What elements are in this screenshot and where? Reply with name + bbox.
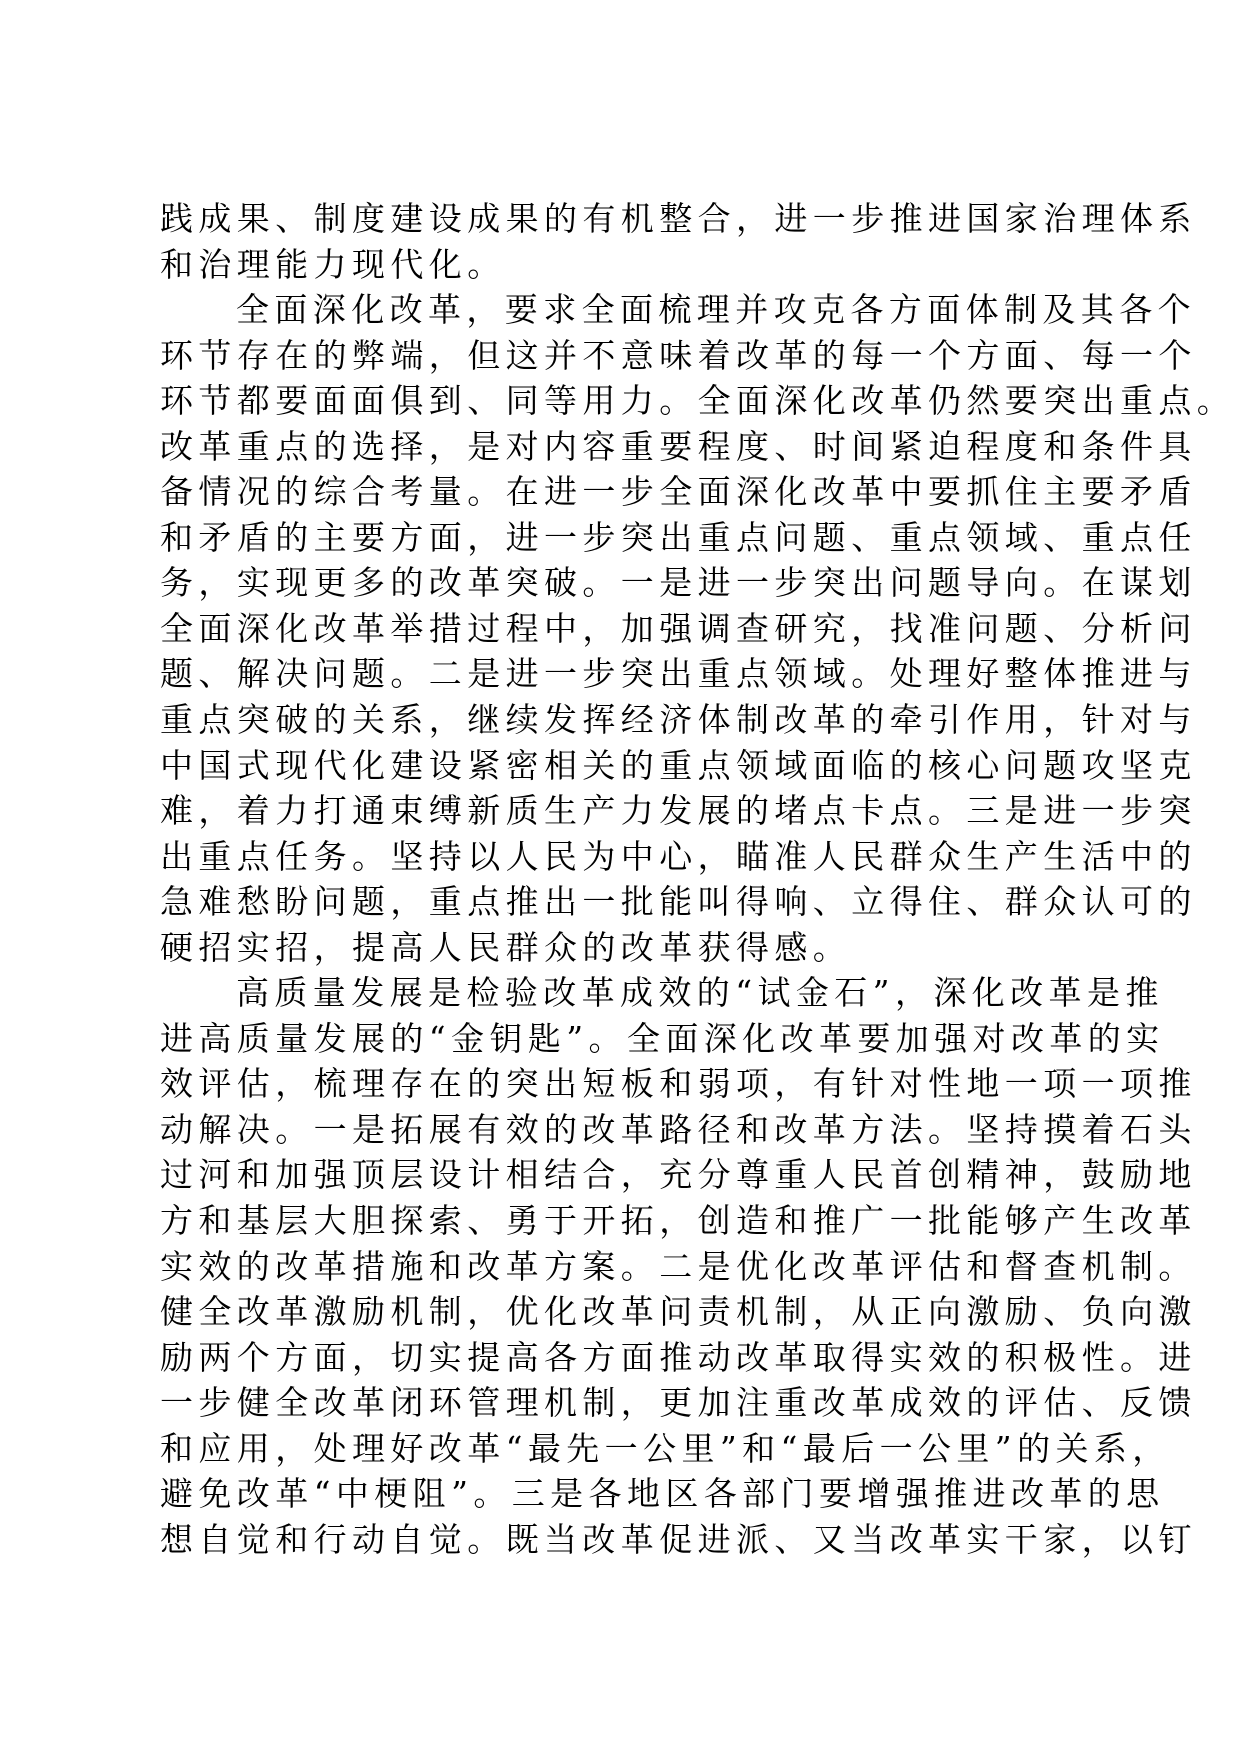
text-line: 和矛盾的主要方面，进一步突出重点问题、重点领域、重点任 — [160, 517, 1197, 557]
text-line: 全面深化改革举措过程中，加强调查研究，找准问题、分析问 — [160, 608, 1197, 648]
text-line: 中国式现代化建设紧密相关的重点领域面临的核心问题攻坚克 — [160, 745, 1197, 785]
text-line: 想自觉和行动自觉。既当改革促进派、又当改革实干家，以钉 — [160, 1519, 1197, 1559]
text-line: 备情况的综合考量。在进一步全面深化改革中要抓住主要矛盾 — [160, 472, 1197, 512]
paragraph-start-line: 全面深化改革，要求全面梳理并攻克各方面体制及其各个 — [236, 290, 1196, 330]
text-line: 进高质量发展的“金钥匙”。全面深化改革要加强对改革的实 — [160, 1018, 1165, 1058]
text-line: 动解决。一是拓展有效的改革路径和改革方法。坚持摸着石头 — [160, 1109, 1197, 1149]
text-line: 过河和加强顶层设计相结合，充分尊重人民首创精神，鼓励地 — [160, 1155, 1197, 1195]
text-line: 硬招实招，提高人民群众的改革获得感。 — [160, 927, 852, 967]
paragraph-start-line: 高质量发展是检验改革成效的“试金石”，深化改革是推 — [236, 973, 1164, 1013]
text-line: 和应用，处理好改革“最先一公里”和“最后一公里”的关系， — [160, 1428, 1171, 1468]
text-line: 方和基层大胆探索、勇于开拓，创造和推广一批能够产生改革 — [160, 1201, 1197, 1241]
text-line: 践成果、制度建设成果的有机整合，进一步推进国家治理体系 — [160, 199, 1197, 238]
text-line: 实效的改革措施和改革方案。二是优化改革评估和督查机制。 — [160, 1246, 1197, 1286]
document-body — [160, 196, 1236, 1562]
text-line: 避免改革“中梗阻”。三是各地区各部门要增强推进改革的思 — [160, 1474, 1165, 1514]
text-line: 环节都要面面俱到、同等用力。全面深化改革仍然要突出重点。 — [160, 381, 1236, 421]
text-line: 效评估，梳理存在的突出短板和弱项，有针对性地一项一项推 — [160, 1064, 1197, 1104]
text-line: 务，实现更多的改革突破。一是进一步突出问题导向。在谋划 — [160, 563, 1197, 603]
text-line: 题、解决问题。二是进一步突出重点领域。处理好整体推进与 — [160, 654, 1197, 694]
text-line: 难，着力打通束缚新质生产力发展的堵点卡点。三是进一步突 — [160, 791, 1197, 831]
text-line: 一步健全改革闭环管理机制，更加注重改革成效的评估、反馈 — [160, 1383, 1197, 1423]
text-line: 出重点任务。坚持以人民为中心，瞄准人民群众生产生活中的 — [160, 836, 1197, 876]
text-line: 健全改革激励机制，优化改革问责机制，从正向激励、负向激 — [160, 1292, 1197, 1332]
text-line: 环节存在的弊端，但这并不意味着改革的每一个方面、每一个 — [160, 335, 1197, 375]
text-line: 重点突破的关系，继续发挥经济体制改革的牵引作用，针对与 — [160, 700, 1197, 740]
text-line: 励两个方面，切实提高各方面推动改革取得实效的积极性。进 — [160, 1337, 1197, 1377]
text-line: 改革重点的选择，是对内容重要程度、时间紧迫程度和条件具 — [160, 426, 1197, 466]
text-line: 和治理能力现代化。 — [160, 244, 506, 284]
text-line: 急难愁盼问题，重点推出一批能叫得响、立得住、群众认可的 — [160, 882, 1197, 922]
